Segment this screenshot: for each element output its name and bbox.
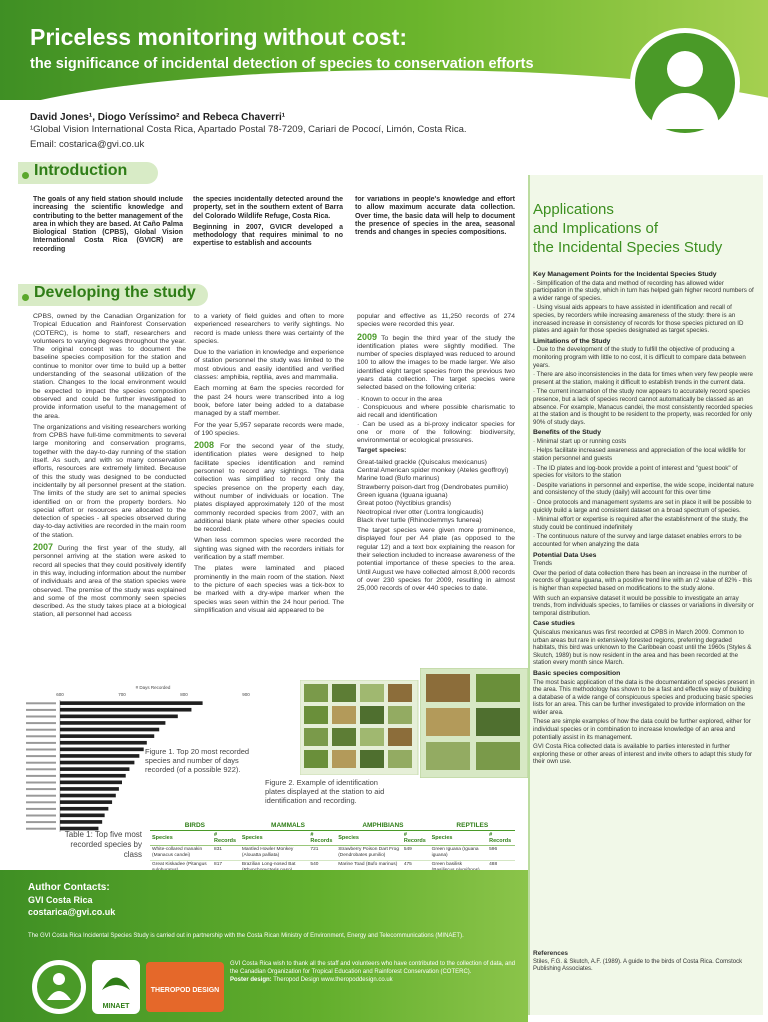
target-species-item: Black river turtle (Rhinoclemmys funerea) (357, 516, 482, 524)
species-photo (304, 684, 328, 702)
species-photo (476, 742, 520, 770)
thanks-text: GVI Costa Rica wish to thank all the staff and volunteers who have contributed to the collection of data, and the Canadian Organization for Tropical Education and Rainforest Conservation (COTERC). (230, 961, 516, 975)
criteria-list (357, 396, 515, 446)
trends-text: With such an expansive dataset it would be possible to investigate an array trends, from individuals species, to families or classes or variations in diversity or temporal distribution. (533, 594, 754, 617)
sidebar-body (533, 268, 755, 908)
email-link[interactable]: costarica@gvi.co.uk (59, 139, 145, 150)
species-photo (360, 684, 384, 702)
minaet-logo (92, 960, 140, 1014)
poster-subtitle: the significance of incidental detection of species to conservation efforts (30, 56, 534, 72)
species-photo (360, 706, 384, 724)
develop-col1 (33, 313, 186, 677)
col-records: # Records (487, 831, 515, 846)
develop-col2 (194, 313, 344, 677)
chart-category-label (26, 801, 56, 803)
contacts-email[interactable]: costarica@gvi.co.uk (28, 907, 116, 917)
develop-c1p1: CPBS, owned by the Canadian Organization for Tropical Education and Rainforest Conservation (COTERC), is home to staff, researchers and volunteers to varying degrees throughout the year. The original concept was to document the baseline species composition for the station and continue to monitor over time to build up a better understanding of the seasonal utilization of the station. Changes to the local environment would be expected to impact the species composition observed and could be further investigated to provide information useful to the management of the area. (33, 313, 186, 420)
records-cell: 475 (402, 861, 430, 876)
figure1-caption: Figure 1. Top 20 most recorded species and number of days recorded (of a possible 922). (145, 747, 250, 774)
sidebar-title (533, 200, 753, 257)
poster-title: Priceless monitoring without cost: (30, 24, 407, 50)
theropod-logo (146, 962, 224, 1012)
author-contacts (28, 882, 115, 918)
benefit: · Helps facilitate increased awareness and appreciation of the local wildlife for station personnel and guests (533, 447, 746, 463)
species-cell: Strawberry Poison Dart Frog (Dendrobates pumilio) (336, 846, 402, 861)
chart-bar (60, 715, 178, 719)
benefit: · Minimal effort or expertise is required after the establishment of the study, the study could be continued indefinitely (533, 516, 749, 531)
records-cell: 549 (402, 846, 430, 861)
design-url[interactable]: www.theropoddesign.co.uk (320, 977, 393, 983)
species-photo (304, 750, 328, 768)
benefit: · Despite variations in personnel and expertise, the wide scope, incidental nature and consistency of the study (daily) will account for this over time (533, 481, 754, 497)
target-species-item: Central American spider monkey (Ateles geoffroyi) (357, 467, 509, 475)
chart-bar (60, 734, 154, 738)
chart-bar (60, 708, 191, 712)
develop-col3 (357, 313, 515, 677)
chart-category-label (26, 716, 56, 718)
sidebar-title-2: and Implications of (533, 220, 659, 237)
chart-category-label (26, 808, 56, 810)
target-species-item: Neotropical river otter (Lontra longicaudis) (357, 508, 484, 516)
contacts-heading: Author Contacts: (28, 882, 110, 893)
chart-bar (60, 800, 112, 804)
records-cell: 817 (212, 861, 240, 876)
records-cell: 488 (487, 861, 515, 876)
chart-bar (60, 754, 139, 758)
chart-bar (60, 728, 159, 732)
species-photo (304, 706, 328, 724)
chart-category-label (26, 782, 56, 784)
chart-category-label (26, 768, 56, 770)
chart-category-label (26, 709, 56, 711)
heading-potential-uses: Potential Data Uses (533, 551, 597, 559)
group-amphibians: AMPHIBIANS (336, 822, 429, 831)
chart-category-label (26, 821, 56, 823)
chart-tick-label: 800 (180, 692, 188, 697)
chart-bar (60, 761, 134, 765)
target-species-list (357, 459, 515, 525)
develop-c1p2: The organizations and visiting researchers working from CPBS have full-time commitments to several large monitoring and conservation programs, together with the day-to-day running of the station itself. As such, and with so many conservation efforts, resources are extremely limited. Because of this the study was designed to be conducted incidentally by all personnel present at the station. The limits of the study are set to animal species identified on or from the property borders. No special effort or resources are allocated to the detection of species - all species observed during day-to-day activities are recorded in the main room of the station. (33, 423, 186, 539)
species-cell: Green basilisk (430, 861, 487, 876)
case-text: Quiscalus mexicanus was first recorded at CPBS in March 2009. Common to urban areas but rare in extensively forested regions, preferring degraded habitats, this bird was unknown to the Caribbean coast until the 1960s (Styles & Skutch, 1989) but is now resident in the area and has been recorded at the station every month since March. (533, 628, 752, 667)
chart-tick-label: 600 (56, 692, 64, 697)
references (533, 950, 755, 974)
key-point: · Simplification of the data and method of recording has allowed wider participation in the study, which in turn has helped gain higher record numbers of a wider range of species. (533, 279, 754, 302)
target-species-item: Green iguana (Iguana iguana) (357, 491, 448, 499)
references-heading: References (533, 950, 569, 957)
col-records: # Records (308, 831, 336, 846)
chart-category-label (26, 729, 56, 731)
design-name: Theropod Design (273, 977, 320, 983)
limitation: · There are also inconsistencies in the data for times when very few people were present at the station, making it difficult to establish trends in the current data. (533, 371, 753, 386)
id-plate-closeup-photo (420, 668, 528, 778)
chart-bar (60, 767, 129, 771)
trends-label: Trends (533, 560, 553, 568)
chart-category-label (26, 762, 56, 764)
target-species-item: Marine toad (Bufo marinus) (357, 475, 440, 483)
chart-category-label (26, 795, 56, 797)
benefit: · Once protocols and management systems are set in place it will be possible to quickly build a large and consistent dataset on a broad spectrum of species. (533, 499, 752, 514)
contacts-org: GVI Costa Rica (28, 895, 93, 905)
footer-thanks (230, 960, 520, 984)
year-2009: 2009 (357, 331, 378, 342)
develop-c2p2: Due to the variation in knowledge and experience of station personnel the study was limited to the most obvious and easily identified and verified classes: amphibia, reptilia, aves and mammalia. (194, 349, 344, 382)
chart-xlabel: # Days Recorded (135, 685, 171, 690)
criteria-item: · Conspicuous and where possible charismatic to aid recall and identification (357, 403, 515, 420)
footer-note: The GVI Costa Rica Incidental Species Study is carried out in partnership with the Costa Rican Ministry of Environment, Energy and Telecommunications (MINAET). (28, 933, 464, 939)
chart-tick-label: 700 (118, 692, 126, 697)
chart-category-label (26, 742, 56, 744)
trends-text: Over the period of data collection there has been an increase in the number of records of Iguana iguana, with a positive trend line with an r2 value of 82% - this is higher than expected based on modifications to the study alone. (533, 569, 753, 592)
intro-col2 (193, 196, 343, 276)
target-species-item: Great-tailed grackle (Quiscalus mexicanus) (357, 458, 487, 466)
figure2-caption: Figure 2. Example of identification plates displayed at the station to aid identification and recording. (265, 778, 385, 805)
chart-bar (60, 807, 108, 811)
species-photo (332, 706, 356, 724)
intro-col2b: Beginning in 2007, GVICR developed a methodology that requires minimal to no expertise to establish and accounts (193, 223, 343, 248)
species-photo (426, 708, 470, 736)
species-photo (304, 728, 328, 746)
chart-category-label (26, 755, 56, 757)
species-photo (426, 674, 470, 702)
develop-c2p5: For the second year of the study, identification plates were designed to help facilitate species identification and remind personnel to record any sightings. The data collection was simplified to record only the species presence on the property each day, without number of individuals or location. The plates displayed approximately 120 of the most commonly recorded species from 2007, with an additional blank plate where other species could be recorded. (194, 443, 344, 534)
chart-bar (60, 820, 102, 824)
species-photo (426, 742, 470, 770)
col-species: Species (240, 831, 309, 846)
records-cell: 540 (308, 861, 336, 876)
chart-bar (60, 748, 144, 752)
target-species-label: Target species: (357, 447, 407, 455)
chart-bar (60, 721, 165, 725)
heading-benefits: Benefits of the Study (533, 429, 601, 437)
chart-category-label (26, 815, 56, 817)
chart-category-label (26, 749, 56, 751)
species-photo (360, 728, 384, 746)
develop-c2p1: to a variety of field guides and often to more experienced researchers to verify sightings. No record is made unless there was certainty of the species. (194, 313, 344, 345)
col-species: Species (336, 831, 402, 846)
minaet-logo-text: MINAET (102, 1003, 130, 1010)
intro-col3: for variations in people's knowledge and effort to allow maximum accurate data collection. Over time, the basic data will help to document the presence of species in the area, seasonal trends and changes in species compositions. (355, 196, 515, 237)
chart-bar (60, 701, 203, 705)
species-cell: Green Iguana (Iguana iguana) (430, 846, 487, 861)
species-cell: Mantled Howler Monkey (Alouatta palliata) (240, 846, 309, 861)
theropod-logo-text: THEROPOD DESIGN (150, 987, 220, 994)
sidebar-title-3: the Incidental Species Study (533, 239, 723, 256)
group-mammals: MAMMALS (240, 822, 336, 831)
chart-category-label (26, 775, 56, 777)
year-2008: 2008 (194, 440, 215, 451)
chart-bar (60, 741, 147, 745)
sidebar-title-1: Applications (533, 201, 614, 218)
col-records: # Records (212, 831, 240, 846)
benefit: · The continuous nature of the survey and large dataset enables errors to be accounted for when analyzing the data (533, 533, 742, 548)
table1-caption: Table 1: Top five most recorded species by class (64, 830, 142, 859)
species-photo (332, 684, 356, 702)
year-2007: 2007 (33, 542, 54, 553)
species-photo (388, 728, 412, 746)
person-logo-icon (630, 28, 740, 138)
reference-item: Stiles, F.G. & Skutch, A.F. (1989). A guide to the birds of Costa Rica. Comstock Publishing Associates. (533, 958, 743, 972)
chart-category-label (26, 702, 56, 704)
develop-c2p6: When less common species were recorded the sighting was signed with the recorders initials for verification by a staff member. (194, 537, 344, 562)
develop-c2p3: Each morning at 6am the species recorded for the past 24 hours were transcribed into a log book, before later being added to a database managed by a staff member. (194, 385, 344, 418)
species-cell: Brazilian Long-nosed Bat (240, 861, 309, 876)
records-cell: 596 (487, 846, 515, 861)
chart-category-label (26, 735, 56, 737)
criteria-item: · Known to occur in the area (357, 395, 443, 403)
target-species-item: Great potoo (Nyctibius grandis) (357, 500, 452, 508)
col-records: # Records (402, 831, 430, 846)
records-cell: 721 (308, 846, 336, 861)
species-photo (388, 684, 412, 702)
email-line (30, 139, 144, 150)
species-photo (476, 674, 520, 702)
chart-bar (60, 794, 116, 798)
group-birds: BIRDS (150, 822, 240, 831)
gvi-logo (32, 960, 86, 1014)
chart-bar (60, 774, 126, 778)
email-label: Email: (30, 139, 57, 150)
limitation: · The current incarnation of the study now appears to accurately record species presence, but a lack of species record cannot automatically be classed as an absence. For example, Manacus candei, the most consistently recorded species at the station and is thought to be resident to the property, was recorded for only 90% of study days. (533, 388, 753, 426)
develop-c2p4: For the year 5,957 separate records were made, of 190 species. (194, 421, 344, 437)
develop-c2p7: The plates were laminated and placed prominently in the main room of the station. Next to the picture of each species was a tick-box to be marked with a dry-wipe marker when the species was seen within the 24 hour period. The simplification and visual aid appeared to be (194, 565, 344, 614)
species-photo (388, 706, 412, 724)
basic-text: These are simple examples of how the data could be further explored, either for individual species or in combination to increase knowledge of an area and potentially assist in its management. (533, 718, 751, 741)
chart-bar (60, 787, 119, 791)
develop-c3p3: The target species were given more prominence, displayed four per A4 plate (as opposed to the regular 12) and a text box explaining the reason for their selection included to increase awareness of the potential importance of these species to the area. Until August we have collected almost 8,000 records of over 230 species for 2009, resulting in almost 25,000 records of over 440 species to date. (357, 527, 515, 593)
chart-bar (60, 814, 105, 818)
col-species: Species (430, 831, 487, 846)
basic-text: GVI Costa Rica collected data is available to parties interested in further exploring these or other areas of interest and invite others to adapt this study for their own use. (533, 743, 753, 766)
chart-category-label (26, 828, 56, 830)
species-cell: Marine Toad (Bufo marinus) (336, 861, 402, 876)
basic-text: The most basic application of the data is the documentation of species present in the area. This methodology has shown to be a fast and effective way of building a database of a wide range of conspicuous species and producing basic species lists for an area. This can be further investigated to provide information on the wider area. (533, 678, 755, 716)
chart-category-label (26, 788, 56, 790)
heading-case-studies: Case studies (533, 620, 575, 628)
criteria-item: · Can be used as a bi-proxy indicator species for one or more of the following: biodiversity, environmental or ecological pressures. (357, 420, 515, 445)
key-point: · Using visual aids appears to have assisted in identification and recall of species, by recorders while increasing awareness of the study: there is an increased increase in consistency of records for those species pictured on ID plates and again for those species designated as target species. (533, 304, 744, 335)
chart-category-label (26, 722, 56, 724)
table-row (150, 846, 515, 861)
benefit: · The ID plates and log-book provide a point of interest and "guest book" of species for visitors to the station (533, 464, 738, 480)
species-photo (388, 750, 412, 768)
develop-c1p3: During the first year of the study, all personnel arriving at the station were asked to record all species that they could positively identify in this way, including information about the number of individuals and area of the station species were observed. The premise of the study was explained and some of the most commonly seen species described. As the study takes place at a biological station, all personnel had access (33, 545, 186, 619)
species-cell: Great Kiskadee (Pitangus (150, 861, 212, 876)
species-photo (476, 708, 520, 736)
heading-limitations: Limitations of the Study (533, 337, 611, 345)
author-names: David Jones¹, Diogo Veríssimo² and Rebeca Chaverri¹ (30, 112, 286, 123)
target-species-item: Strawberry poison-dart frog (Dendrobates pumilio) (357, 483, 509, 491)
heading-basic-composition: Basic species composition (533, 669, 621, 677)
develop-title: Developing the study (34, 284, 196, 301)
intro-col2a: the species incidentally detected around the property, set in the southern extent of Barra del Colorado Wildlife Refuge, Costa Rica. (193, 196, 343, 220)
design-label: Poster design: (230, 977, 272, 983)
chart-bar (60, 781, 122, 785)
group-reptiles: REPTILES (430, 822, 515, 831)
intro-title: Introduction (34, 162, 128, 179)
develop-c3p1: popular and effective as 11,250 records of 274 species were recorded this year. (357, 313, 515, 329)
chart-tick-label: 900 (242, 692, 250, 697)
intro-col1: The goals of any field station should include increasing the scientific knowledge and contributing to the better management of the area in which they are based. At Caño Palma Biological Station (CPBS), Global Vision International Costa Rica (GVICR) are recording (33, 196, 183, 253)
species-photo (332, 728, 356, 746)
records-cell: 831 (212, 846, 240, 861)
limitation: · Due to the development of the study to fulfill the objective of producing a monitoring program with little to no cost, it is difficult to compare data between years. (533, 346, 746, 369)
affiliation: ¹Global Vision International Costa Rica, Apartado Postal 78-7209, Cariari de Pococí, Limón, Costa Rica. (30, 124, 467, 135)
col-species: Species (150, 831, 212, 846)
benefit: · Minimal start up or running costs (533, 437, 627, 445)
species-photo (332, 750, 356, 768)
species-cell: White-collared manakin (Manacus candei) (150, 846, 212, 861)
heading-key-points: Key Management Points for the Incidental Species Study (533, 271, 717, 278)
develop-c3p2: To begin the third year of the study the identification plates were slightly modified. The number of species displayed was reduced to around 100 to allow the images to be made larger. We also identified eight target species from the previous two years data collection. The target species were selected based on the following criteria: (357, 334, 515, 392)
species-photo (360, 750, 384, 768)
